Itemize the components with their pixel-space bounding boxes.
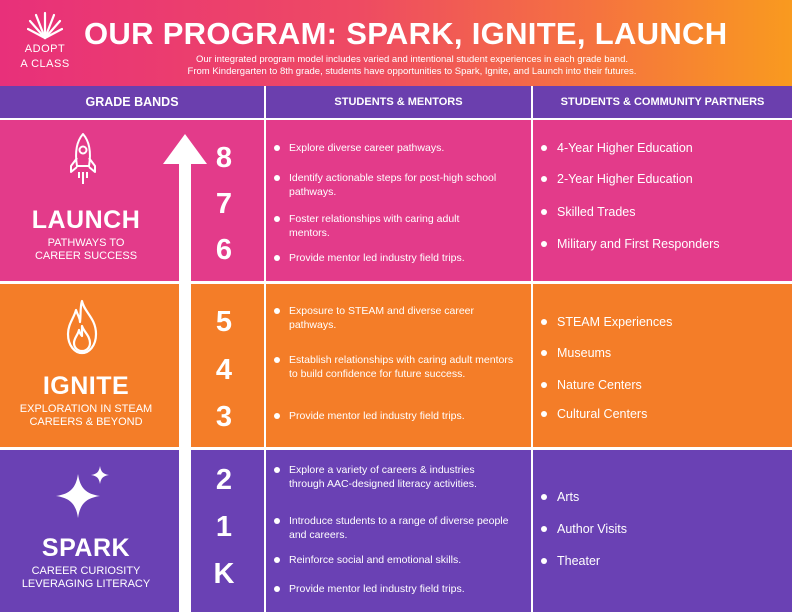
flame-icon xyxy=(64,298,100,356)
spark-mentors-cell xyxy=(266,450,531,612)
grade-label: 1 xyxy=(215,511,233,543)
list-item: Provide mentor led industry field trips. xyxy=(274,410,514,424)
grade-label: 3 xyxy=(215,401,233,433)
adopt-a-class-logo xyxy=(14,10,76,70)
list-item: Foster relationships with caring adult mentors. xyxy=(274,213,502,240)
list-item: Explore diverse career pathways. xyxy=(274,142,514,156)
spark-tagline-line2: LEVERAGING LITERACY xyxy=(21,578,151,590)
list-item: Establish relationships with caring adult mentors to build confidence for future success. xyxy=(274,354,514,381)
list-item: Provide mentor led industry field trips. xyxy=(274,252,514,266)
spark-band-tagline xyxy=(0,565,172,591)
ignite-tagline-line1: EXPLORATION IN STEAM xyxy=(19,403,153,415)
column-header-grade-bands: GRADE BANDS xyxy=(0,86,264,118)
logo-text-line1: ADOPT xyxy=(24,43,66,55)
list-item: Introduce students to a range of diverse people and careers. xyxy=(274,515,514,542)
list-item: 4-Year Higher Education xyxy=(541,141,781,156)
page-subtitle xyxy=(142,54,682,77)
launch-tagline-line1: PATHWAYS TO xyxy=(47,237,125,249)
ignite-band-cell xyxy=(0,284,264,447)
column-header-students-mentors: STUDENTS & MENTORS xyxy=(266,86,531,118)
growth-arrow-shaft xyxy=(179,160,191,612)
list-item: Arts xyxy=(541,490,781,505)
ignite-partners-cell xyxy=(533,284,792,447)
subtitle-line1: Our integrated program model includes varied and intentional student experiences in each grade band. xyxy=(196,54,628,65)
spark-partners-cell xyxy=(533,450,792,612)
spark-band-name: SPARK xyxy=(41,534,131,562)
launch-mentors-cell xyxy=(266,120,531,281)
subtitle-line2: From Kindergarten to 8th grade, students have opportunities to Spark, Ignite, and Launch into their futures. xyxy=(187,65,637,77)
ignite-band-name: IGNITE xyxy=(42,372,130,400)
list-item: Reinforce social and emotional skills. xyxy=(274,554,514,568)
list-item: Exposure to STEAM and diverse career pathways. xyxy=(274,305,514,332)
logo-text-line2: A CLASS xyxy=(20,58,70,70)
grade-label: 4 xyxy=(215,354,233,386)
list-item: Explore a variety of careers & industries through AAC-designed literacy activities. xyxy=(274,464,494,491)
list-item: Cultural Centers xyxy=(541,407,781,422)
list-item: Provide mentor led industry field trips. xyxy=(274,583,514,597)
grade-label: 8 xyxy=(215,142,233,174)
list-item: Museums xyxy=(541,346,781,361)
spark-band-cell xyxy=(0,450,264,612)
ignite-tagline-line2: CAREERS & BEYOND xyxy=(29,416,143,428)
launch-band-tagline xyxy=(0,237,172,263)
launch-band-name: LAUNCH xyxy=(31,206,141,234)
list-item: STEAM Experiences xyxy=(541,315,781,330)
grade-label: 2 xyxy=(215,464,233,496)
launch-band-cell xyxy=(0,120,264,281)
grade-label: 6 xyxy=(215,234,233,266)
up-arrow-icon xyxy=(163,134,207,164)
list-item: Nature Centers xyxy=(541,378,781,393)
launch-tagline-line2: CAREER SUCCESS xyxy=(34,250,138,262)
list-item: Military and First Responders xyxy=(541,237,781,252)
column-header-community-partners: STUDENTS & COMMUNITY PARTNERS xyxy=(533,86,792,118)
grade-label: 7 xyxy=(215,188,233,220)
launch-partners-cell xyxy=(533,120,792,281)
spark-tagline-line1: CAREER CURIOSITY xyxy=(31,565,141,577)
grade-label: 5 xyxy=(215,306,233,338)
ignite-mentors-cell xyxy=(266,284,531,447)
sparkle-icon xyxy=(54,464,114,522)
list-item: 2-Year Higher Education xyxy=(541,172,781,187)
header-banner xyxy=(0,0,792,86)
grade-label: K xyxy=(213,558,235,590)
list-item: Identify actionable steps for post-high school pathways. xyxy=(274,172,512,199)
page-title: OUR PROGRAM: SPARK, IGNITE, LAUNCH xyxy=(84,16,728,51)
list-item: Theater xyxy=(541,554,781,569)
list-item: Author Visits xyxy=(541,522,781,537)
ignite-band-tagline xyxy=(0,403,172,429)
rocket-icon xyxy=(68,132,98,188)
starburst-logo-icon xyxy=(27,10,63,40)
list-item: Skilled Trades xyxy=(541,205,781,220)
